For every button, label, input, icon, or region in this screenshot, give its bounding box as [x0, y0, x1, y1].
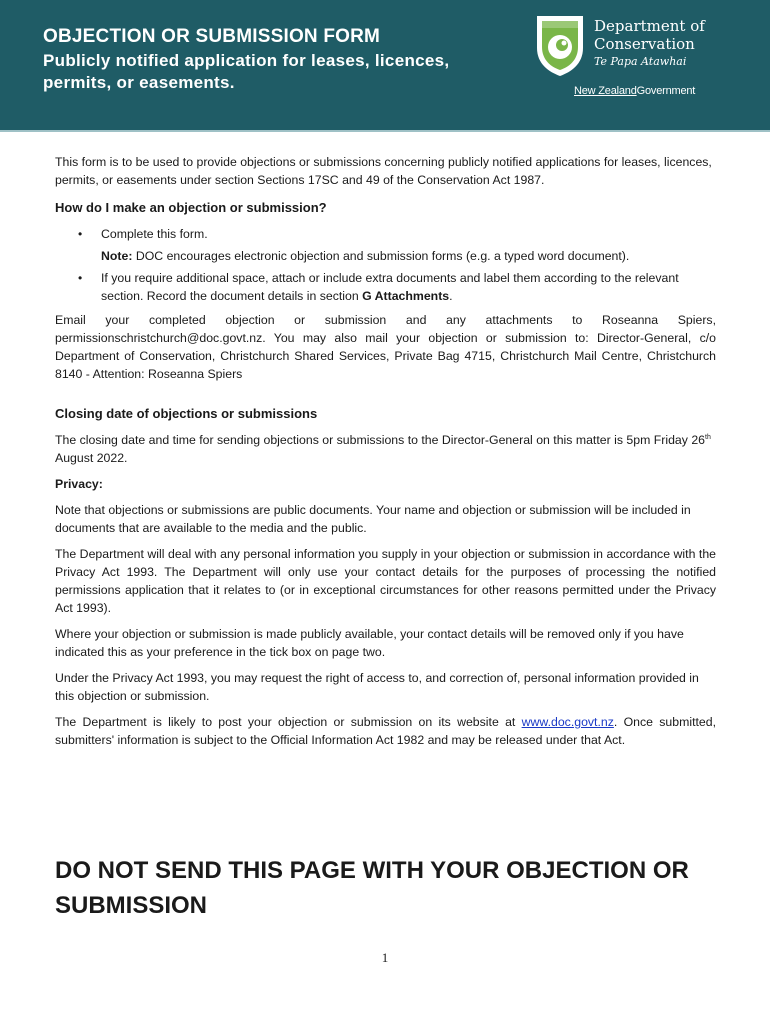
- nzgov-part1: New Zealand: [574, 85, 637, 97]
- logo-line-maori-name: Te Papa Atawhai: [594, 55, 687, 68]
- privacy-paragraph-3: Where your objection or submission is made publicly available, your contact details will be removed only if you have indicated this as your preference in the tick box on page two.: [55, 627, 684, 659]
- bullet-icon: •: [78, 227, 83, 241]
- bullet1-text: Complete this form.: [101, 227, 208, 241]
- privacy-p5-a: The Department is likely to post your objection or submission on its website at: [55, 715, 522, 729]
- email-paragraph: Email your completed objection or submission and any attachments to Roseanna Spiers, permissionschristchurch@doc.govt.nz. You may also mail your objection or submission to: Director-General, c/o Department of Conservation, Christchurch Shared Services, Private Bag 4715, Christchurch Mail Centre, Christchurch 8140 - Attention: Roseanna Spiers: [55, 313, 716, 381]
- form-title: OBJECTION OR SUBMISSION FORM: [43, 26, 381, 47]
- bullet1-note: [101, 247, 716, 265]
- privacy-paragraph-2: The Department will deal with any personal information you supply in your objection or submission in accordance with the Privacy Act 1993. The Department will only use your contact details for the purposes of processing the notified permissions application that it relates to (or in exceptional circumstances for other reasons permitted under the Privacy Act 1993).: [55, 547, 716, 615]
- closing-text-b: August 2022.: [55, 451, 128, 465]
- list-item: [55, 269, 716, 305]
- intro-paragraph: This form is to be used to provide objections or submissions concerning publicly notified applications for leases, licences, permits, or easements under section Sections 17SC and 49 of the Conservation Act 1987.: [55, 155, 712, 187]
- how-heading: How do I make an objection or submission?: [55, 200, 327, 215]
- bullet2-bold: G Attachments: [362, 289, 450, 303]
- privacy-p5-b: . Once submitted, submitters' information is subject to the Official Information Act 1982 and may be released under that Act.: [55, 715, 716, 747]
- privacy-heading: Privacy:: [55, 477, 103, 491]
- nz-government-logo: [574, 85, 695, 97]
- page-number: 1: [381, 950, 389, 965]
- do-not-send-warning: DO NOT SEND THIS PAGE WITH YOUR OBJECTION OR SUBMISSION: [55, 857, 689, 919]
- closing-sup: th: [705, 433, 711, 441]
- bullet2-text: If you require additional space, attach or include extra documents and label them according to the relevant section. Record the document details in section: [101, 271, 679, 303]
- closing-text-a: The closing date and time for sending objections or submissions to the Director-General on this matter is 5pm Friday 26: [55, 433, 705, 447]
- privacy-paragraph-4: Under the Privacy Act 1993, you may request the right of access to, and correction of, personal information provided in this objection or submission.: [55, 671, 699, 703]
- privacy-paragraph-1: Note that objections or submissions are public documents. Your name and objection or submission will be included in documents that are available to the media and the public.: [55, 503, 691, 535]
- nzgov-part2: Government: [636, 85, 696, 97]
- instruction-list: [55, 225, 716, 305]
- closing-heading: Closing date of objections or submissions: [55, 406, 318, 421]
- doc-logo-wordmark: [594, 17, 705, 71]
- doc-koru-shield-icon: [535, 14, 585, 78]
- list-item: [55, 225, 716, 265]
- logo-line-department: Department of: [594, 17, 705, 35]
- note-text: DOC encourages electronic objection and submission forms (e.g. a typed word document).: [132, 249, 630, 263]
- privacy-paragraph-5: [55, 713, 716, 749]
- doc-website-link[interactable]: www.doc.govt.nz: [521, 715, 614, 729]
- logo-line-conservation: Conservation: [594, 35, 695, 53]
- header-banner: [0, 0, 770, 132]
- bullet-icon: •: [78, 271, 83, 285]
- page-content: [55, 153, 716, 757]
- form-subtitle: Publicly notified application for leases, licences, permits, or easements.: [43, 51, 450, 92]
- closing-paragraph: [55, 431, 716, 467]
- bullet2-end: .: [449, 289, 453, 303]
- note-label: Note:: [101, 249, 133, 263]
